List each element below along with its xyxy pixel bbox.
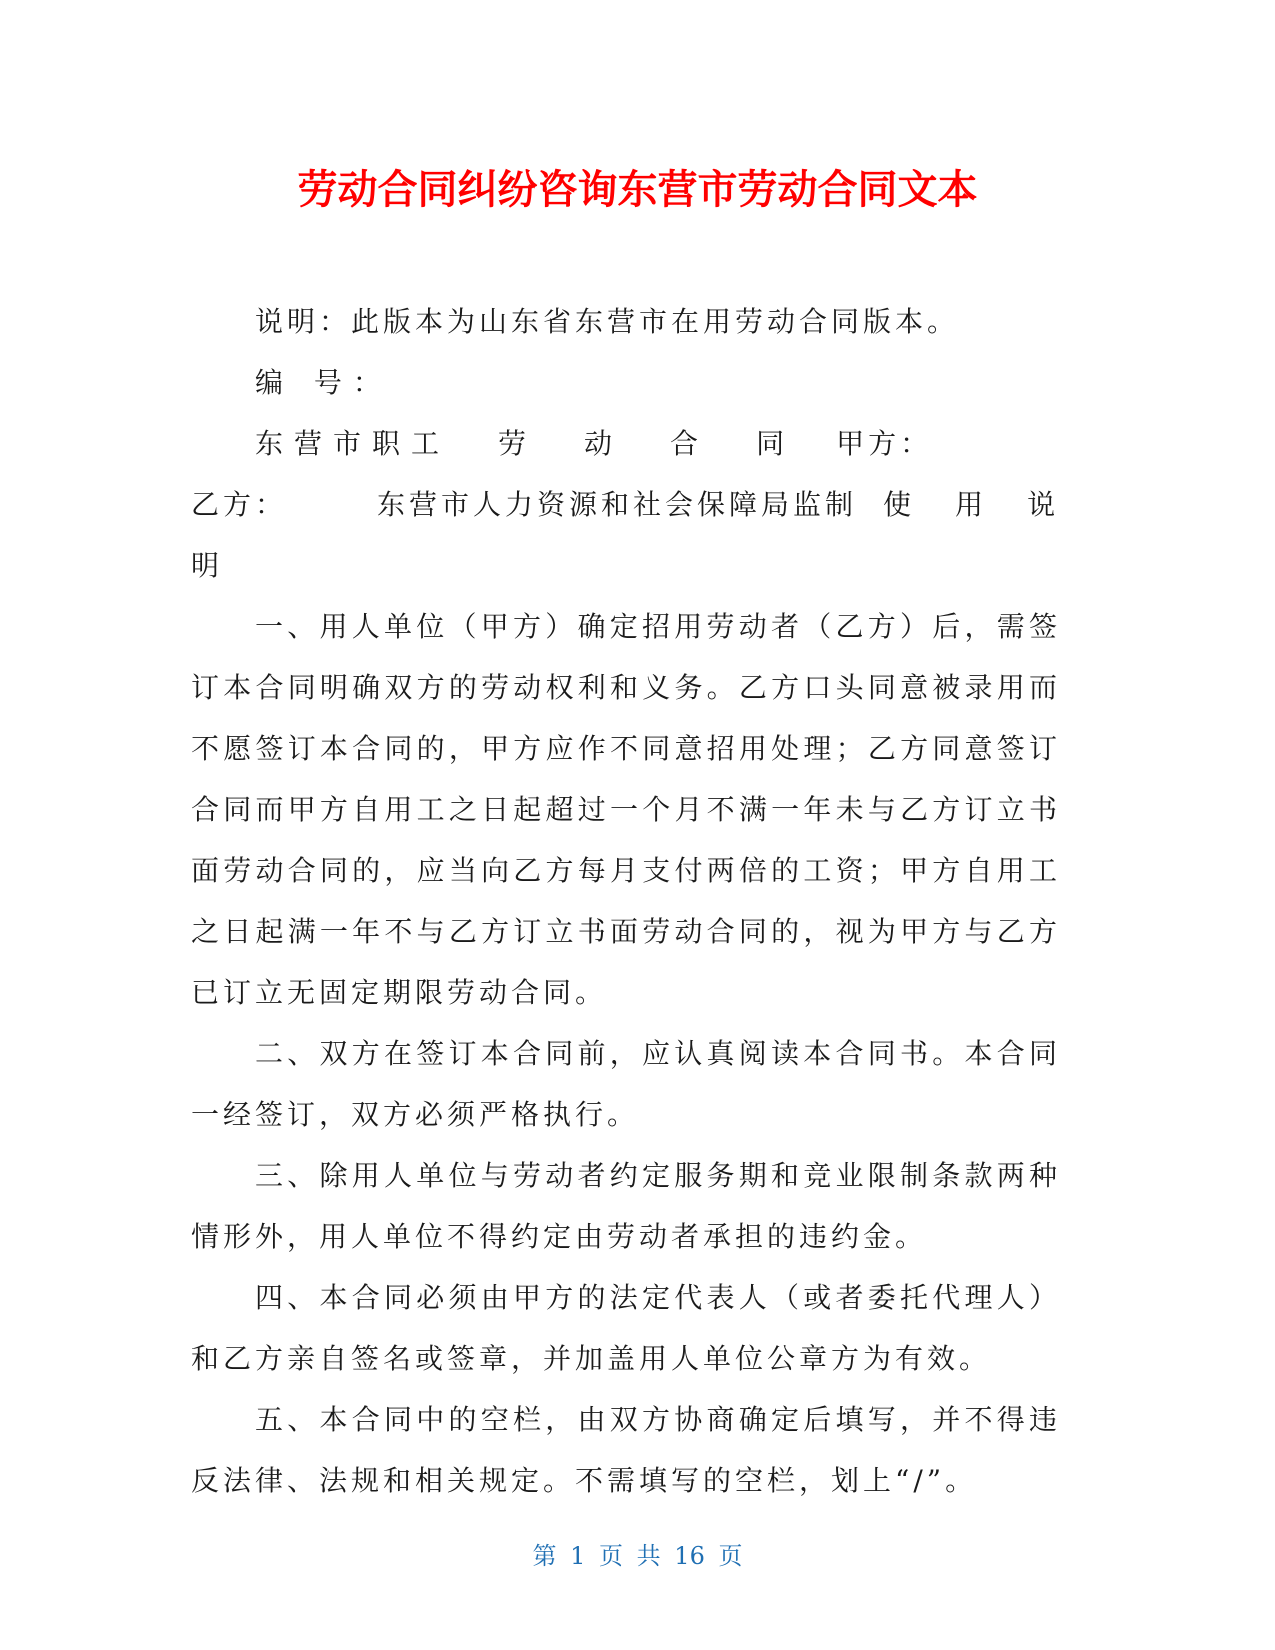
cover-title-char-4: 同 xyxy=(756,427,789,460)
cover-block xyxy=(191,413,1061,596)
cover-title-char-3: 合 xyxy=(670,427,703,460)
paragraph: 三、除用人单位与劳动者约定服务期和竞业限制条款两种情形外，用人单位不得约定由劳动者承担的违约金。 xyxy=(191,1159,1061,1253)
number-label: 编 号： xyxy=(255,366,392,399)
version-note: 说明：此版本为山东省东营市在用劳动合同版本。 xyxy=(255,305,960,338)
document-title: 劳动合同纠纷咨询东营市劳动合同文本 xyxy=(297,167,978,213)
page-number-footer: 第 1 页 共 16 页 xyxy=(532,1542,743,1570)
party-a-label: 甲方： xyxy=(836,427,933,460)
usage-char-1: 使 xyxy=(883,488,916,521)
paragraph: 五、本合同中的空栏，由双方协商确定后填写，并不得违反法律、法规和相关规定。不需填写的空栏，划上“/”。 xyxy=(191,1403,1061,1497)
party-b-label: 乙方： xyxy=(191,488,288,521)
document-body xyxy=(191,291,1061,1511)
paragraph: 一、用人单位（甲方）确定招用劳动者（乙方）后，需签订本合同明确双方的劳动权利和义务。乙方口头同意被录用而不愿签订本合同的，甲方应作不同意招用处理；乙方同意签订合同而甲方自用工之日起超过一个月不满一年未与乙方订立书面劳动合同的，应当向乙方每月支付两倍的工资；甲方自用工之日起满一年不与乙方订立书面劳动合同的，视为甲方与乙方已订立无固定期限劳动合同。 xyxy=(191,610,1061,1009)
cover-title-char-2: 动 xyxy=(584,427,617,460)
usage-tail: 明 xyxy=(191,549,224,582)
paragraph: 二、双方在签订本合同前，应认真阅读本合同书。本合同一经签订，双方必须严格执行。 xyxy=(191,1037,1061,1131)
cover-employer-label: 东营市职工 xyxy=(255,427,451,460)
usage-char-3: 说 xyxy=(1027,488,1060,521)
paragraph: 四、本合同必须由甲方的法定代表人（或者委托代理人）和乙方亲自签名或签章，并加盖用人单位公章方为有效。 xyxy=(191,1281,1061,1375)
usage-char-2: 用 xyxy=(955,488,988,521)
supervisor-label: 东营市人力资源和社会保障局监制 xyxy=(377,488,858,521)
cover-title-char-1: 劳 xyxy=(498,427,531,460)
